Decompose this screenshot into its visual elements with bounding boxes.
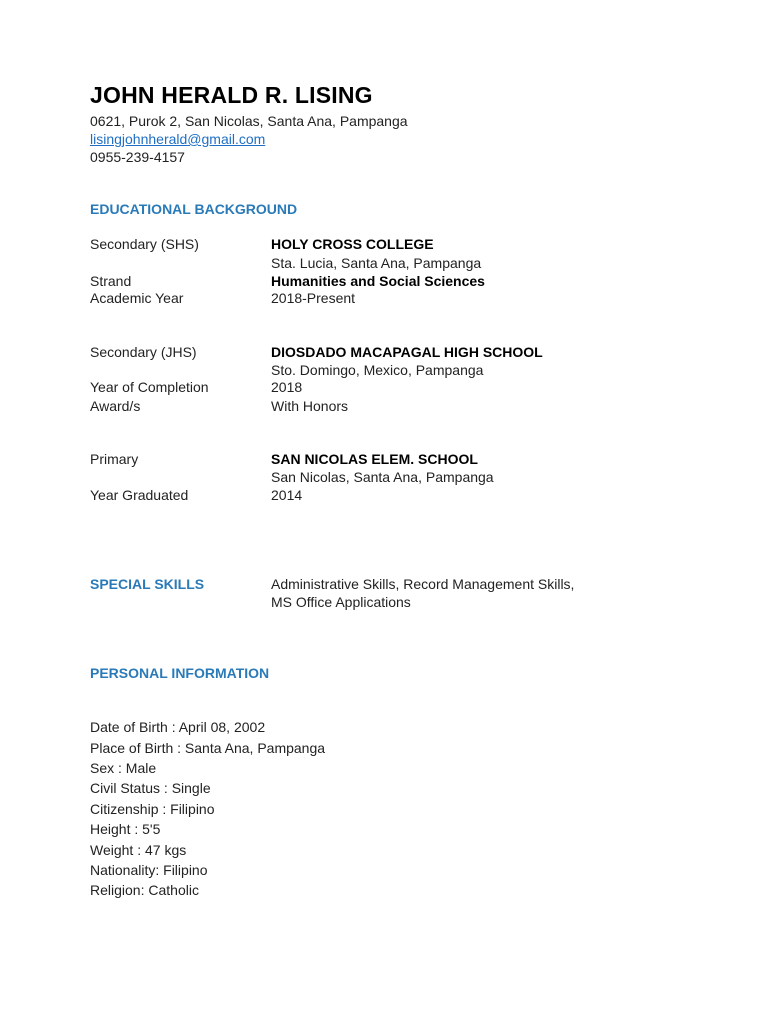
personal-item-dob: Date of Birth : April 08, 2002 bbox=[90, 719, 266, 735]
primary-level-label: Primary bbox=[90, 451, 139, 467]
personal-item-height: Height : 5'5 bbox=[90, 821, 161, 837]
personal-item-civil-status: Civil Status : Single bbox=[90, 780, 211, 796]
personal-item-sex: Sex : Male bbox=[90, 760, 157, 776]
jhs-location: Sto. Domingo, Mexico, Pampanga bbox=[271, 362, 484, 378]
jhs-award-label: Award/s bbox=[90, 398, 141, 414]
phone-number: 0955-239-4157 bbox=[90, 149, 185, 165]
shs-location: Sta. Lucia, Santa Ana, Pampanga bbox=[271, 255, 482, 271]
jhs-award: With Honors bbox=[271, 398, 349, 414]
shs-school: HOLY CROSS COLLEGE bbox=[271, 236, 434, 252]
address: 0621, Purok 2, San Nicolas, Santa Ana, Pampanga bbox=[90, 113, 408, 129]
email-link[interactable]: lisingjohnherald@gmail.com bbox=[90, 131, 266, 147]
personal-heading: PERSONAL INFORMATION bbox=[90, 665, 270, 681]
jhs-year-label: Year of Completion bbox=[90, 379, 209, 395]
shs-year-label: Academic Year bbox=[90, 290, 184, 306]
shs-level-label: Secondary (SHS) bbox=[90, 236, 199, 252]
jhs-level-label: Secondary (JHS) bbox=[90, 344, 197, 360]
jhs-year: 2018 bbox=[271, 379, 303, 395]
skills-line-2: MS Office Applications bbox=[271, 594, 411, 610]
education-heading: EDUCATIONAL BACKGROUND bbox=[90, 201, 298, 217]
shs-strand: Humanities and Social Sciences bbox=[271, 273, 485, 289]
primary-location: San Nicolas, Santa Ana, Pampanga bbox=[271, 469, 494, 485]
personal-item-religion: Religion: Catholic bbox=[90, 882, 199, 898]
primary-school: SAN NICOLAS ELEM. SCHOOL bbox=[271, 451, 478, 467]
primary-year: 2014 bbox=[271, 487, 303, 503]
applicant-name: JOHN HERALD R. LISING bbox=[90, 82, 373, 108]
skills-line-1: Administrative Skills, Record Management Skills, bbox=[271, 576, 575, 592]
personal-item-pob: Place of Birth : Santa Ana, Pampanga bbox=[90, 740, 326, 756]
jhs-school: DIOSDADO MACAPAGAL HIGH SCHOOL bbox=[271, 344, 543, 360]
personal-item-nationality: Nationality: Filipino bbox=[90, 862, 208, 878]
personal-item-weight: Weight : 47 kgs bbox=[90, 842, 187, 858]
shs-strand-label: Strand bbox=[90, 273, 132, 289]
primary-year-label: Year Graduated bbox=[90, 487, 189, 503]
shs-year: 2018-Present bbox=[271, 290, 356, 306]
personal-item-citizenship: Citizenship : Filipino bbox=[90, 801, 215, 817]
skills-heading: SPECIAL SKILLS bbox=[90, 576, 205, 592]
